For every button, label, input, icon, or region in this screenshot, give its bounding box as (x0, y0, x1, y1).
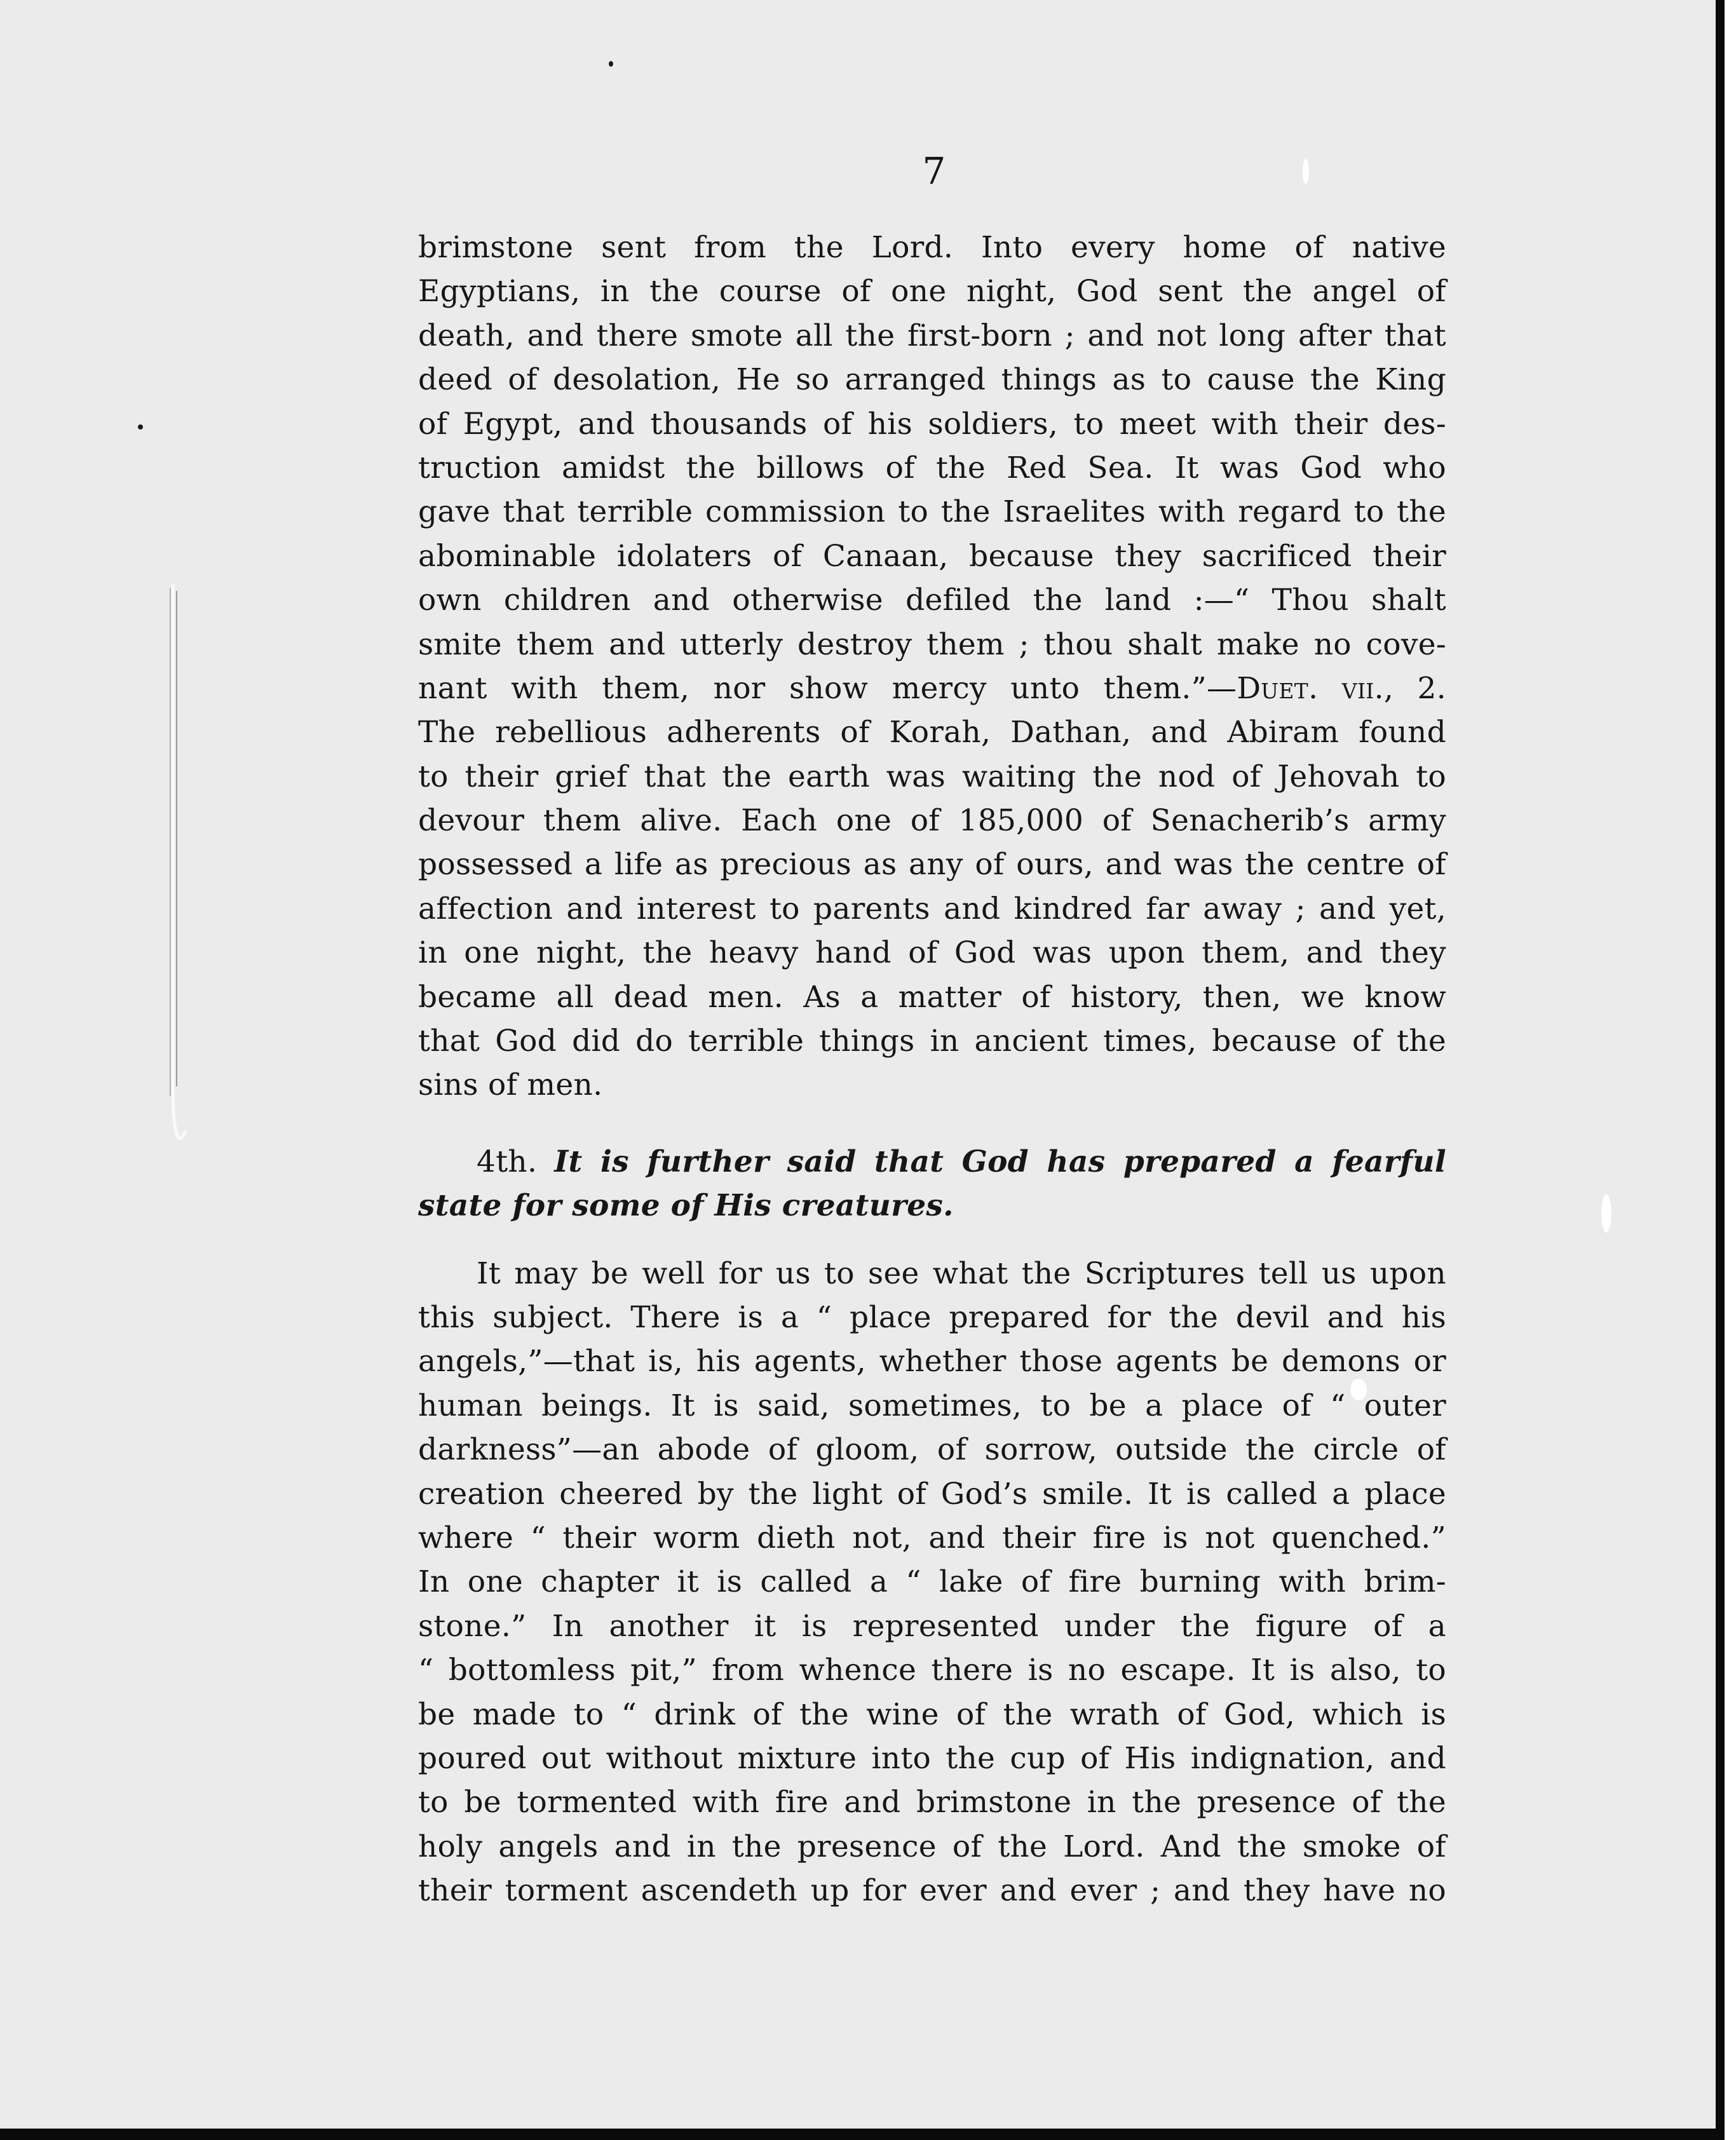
text-line: became all dead men. As a matter of history, then, we know (418, 979, 1446, 1015)
text-line: their torment ascendeth up for ever and ever ; and they have no (418, 1873, 1446, 1909)
text-line: in one night, the heavy hand of God was upon them, and they (418, 935, 1446, 971)
ink-speck (138, 424, 143, 430)
paragraph-1 (418, 226, 1446, 1107)
text-line: poured out without mixture into the cup of His indignation, and (418, 1740, 1446, 1776)
text-line: deed of desolation, He so arranged things as to cause the King (418, 362, 1446, 398)
text-line: death, and there smote all the first-born ; and not long after that (418, 318, 1446, 353)
text-segment: nant with them, nor show mercy unto them.”— (418, 670, 1237, 706)
text-line: that God did do terrible things in ancient times, because of the (418, 1024, 1446, 1059)
text-line: own children and otherwise defiled the land :—“ Thou shalt (418, 583, 1446, 618)
paper-speck (1601, 1195, 1611, 1233)
text-line: “ bottomless pit,” from whence there is no escape. It is also, to (418, 1653, 1446, 1688)
heading-line (418, 1140, 1446, 1184)
text-line: In one chapter it is called a “ lake of fire burning with brim- (418, 1564, 1446, 1600)
binding-stitch-mark (166, 585, 188, 1182)
text-line: affection and interest to parents and kindred far away ; and yet, (418, 891, 1446, 926)
text-line: truction amidst the billows of the Red Sea. It was God who (418, 450, 1446, 485)
text-line-with-citation (418, 667, 1446, 710)
text-line: gave that terrible commission to the Israelites with regard to the (418, 494, 1446, 530)
text-line: It may be well for us to see what the Scriptures tell us upon (477, 1256, 1446, 1291)
scan-border-right (1716, 0, 1725, 2140)
text-line: angels,”—that is, his agents, whether those agents be demons or (418, 1344, 1446, 1379)
heading-number: 4th. (477, 1144, 538, 1179)
text-line: of Egypt, and thousands of his soldiers, to meet with their des- (418, 406, 1446, 442)
text-line: stone.” In another it is represented under the figure of a (418, 1608, 1446, 1644)
text-line: Egyptians, in the course of one night, God sent the angel of (418, 274, 1446, 309)
text-line: devour them alive. Each one of 185,000 of Senacherib’s army (418, 803, 1446, 839)
text-line: where “ their worm dieth not, and their fire is not quenched.” (418, 1520, 1446, 1555)
text-line: smite them and utterly destroy them ; thou shalt make no cove- (418, 626, 1446, 662)
text-line: human beings. It is said, sometimes, to be a place of “ outer (418, 1388, 1446, 1423)
body-text (418, 226, 1446, 1913)
text-line: this subject. There is a “ place prepared for the devil and his (418, 1299, 1446, 1335)
text-line: to be tormented with fire and brimstone in the presence of the (418, 1785, 1446, 1820)
ink-speck (609, 61, 613, 67)
text-line: The rebellious adherents of Korah, Dathan, and Abiram found (418, 715, 1446, 750)
text-line: abominable idolaters of Canaan, because they sacrificed their (418, 538, 1446, 574)
text-line: darkness”—an abode of gloom, of sorrow, outside the circle of (418, 1432, 1446, 1468)
text-line: holy angels and in the presence of the Lord. And the smoke of (418, 1829, 1446, 1864)
text-line: creation cheered by the light of God’s smile. It is called a place (418, 1476, 1446, 1512)
text-line: possessed a life as precious as any of ours, and was the centre of (418, 847, 1446, 883)
text-line: to their grief that the earth was waiting the nod of Jehovah to (418, 759, 1446, 794)
heading-text: It is further said that God has prepared a fearful (554, 1144, 1446, 1179)
heading-line: state for some of His creatures. (418, 1188, 954, 1224)
text-line: sins of men. (418, 1067, 603, 1103)
paragraph-2 (418, 1252, 1446, 1913)
scripture-citation: Duet. vii., 2. (1237, 670, 1446, 706)
section-heading (418, 1140, 1446, 1228)
page-number: 7 (922, 149, 946, 193)
text-line: brimstone sent from the Lord. Into every home of native (418, 230, 1446, 265)
scan-border-bottom (0, 2129, 1725, 2140)
paper-speck (1303, 159, 1309, 184)
text-line: be made to “ drink of the wine of the wrath of God, which is (418, 1696, 1446, 1732)
